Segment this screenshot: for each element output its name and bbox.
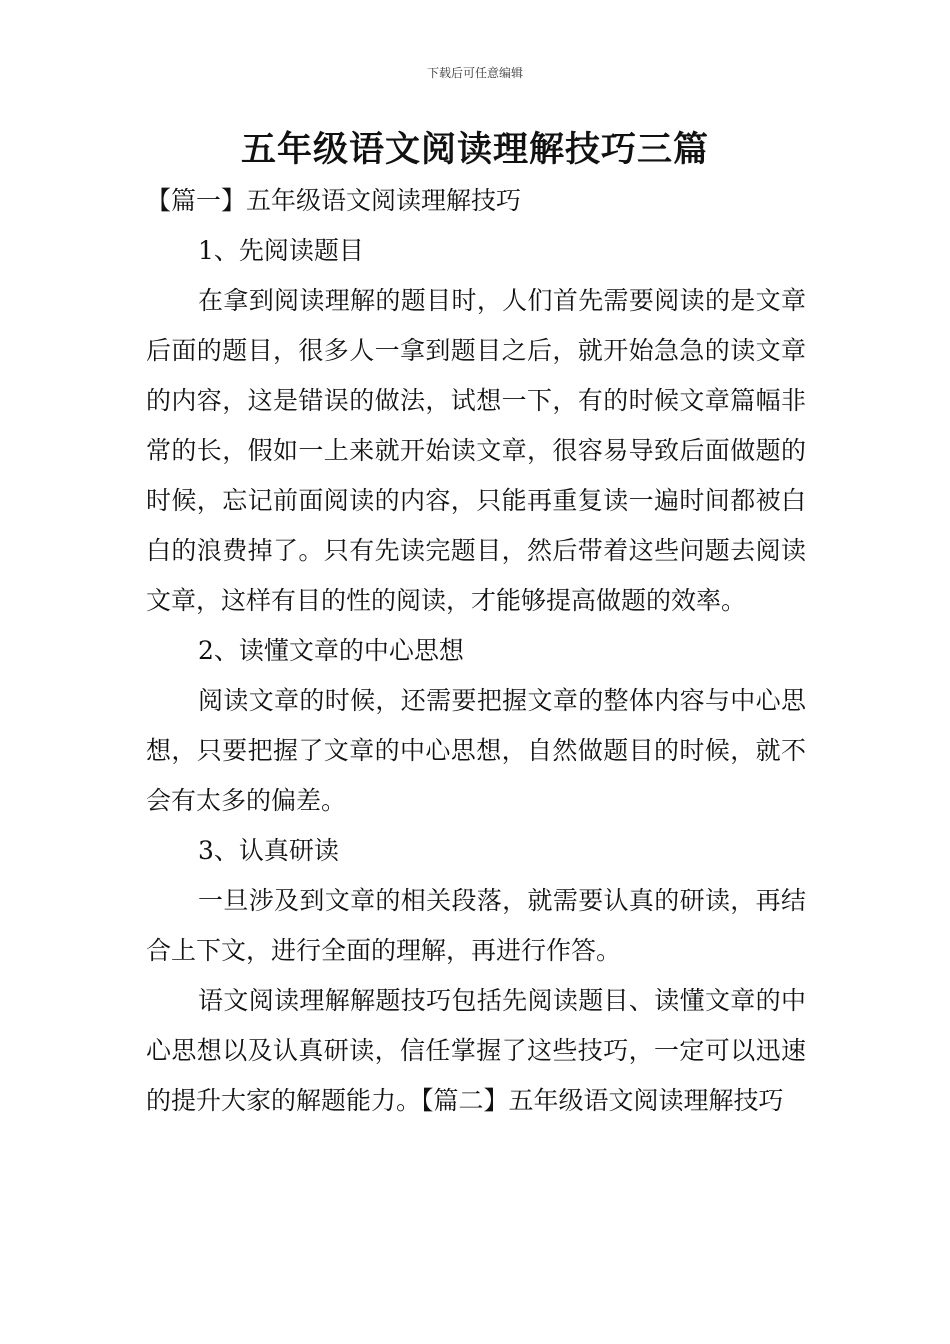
document-body xyxy=(146,176,806,1126)
paragraph-read-questions: 在拿到阅读理解的题目时，人们首先需要阅读的是文章后面的题目，很多人一拿到题目之后，就开始急急的读文章的内容，这是错误的做法，试想一下，有的时候文章篇幅非常的长，假如一上来就开始读文章，很容易导致后面做题的时候，忘记前面阅读的内容，只能再重复读一遍时间都被白白的浪费掉了。只有先读完题目，然后带着这些问题去阅读文章，这样有目的性的阅读，才能够提高做题的效率。 xyxy=(146,286,806,615)
running-header: 下载后可任意编辑 xyxy=(426,66,523,80)
subheading-central-idea: 2、读懂文章的中心思想 xyxy=(198,636,464,665)
paragraph-careful-study: 一旦涉及到文章的相关段落，就需要认真的研读，再结合上下文，进行全面的理解，再进行作答。 xyxy=(146,886,806,965)
paragraph-summary: 语文阅读理解解题技巧包括先阅读题目、读懂文章的中心思想以及认真研读，信任掌握了这些技巧，一定可以迅速的提升大家的解题能力。【篇二】五年级语文阅读理解技巧 xyxy=(146,986,806,1115)
subheading-read-questions: 1、先阅读题目 xyxy=(198,236,364,265)
paragraph-central-idea: 阅读文章的时候，还需要把握文章的整体内容与中心思想，只要把握了文章的中心思想，自然做题目的时候，就不会有太多的偏差。 xyxy=(146,686,806,815)
document-title: 五年级语文阅读理解技巧三篇 xyxy=(240,129,709,170)
subheading-careful-study: 3、认真研读 xyxy=(198,836,339,865)
section-heading-part-one: 【篇一】五年级语文阅读理解技巧 xyxy=(146,186,522,215)
